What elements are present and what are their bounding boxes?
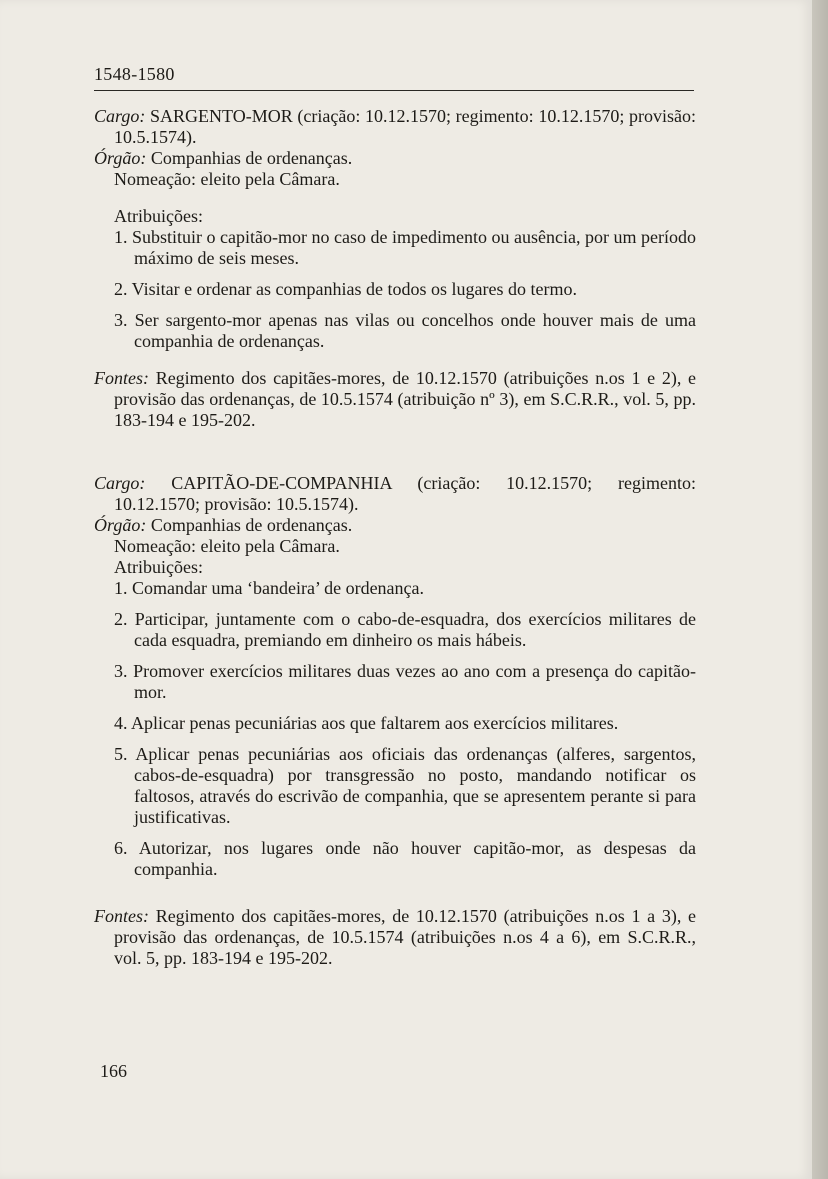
entry-capitao-de-companhia [94, 473, 696, 969]
orgao-label: Órgão: [94, 148, 147, 168]
atribuicoes-label: Atribuições: [114, 206, 203, 226]
orgao-text: Companhias de ordenanças. [150, 515, 353, 535]
page-number: 166 [100, 1061, 127, 1081]
running-header: 1548-1580 [94, 64, 175, 84]
list-item: 2. Visitar e ordenar as companhias de todos os lugares do termo. [114, 279, 577, 299]
fontes-label: Fontes: [94, 368, 149, 388]
orgao-line [94, 515, 696, 536]
cargo-line [94, 473, 696, 515]
page-body [94, 106, 696, 969]
orgao-label: Órgão: [94, 515, 147, 535]
fontes-label: Fontes: [94, 906, 149, 926]
orgao-text: Companhias de ordenanças. [150, 148, 353, 168]
entry-sargento-mor [94, 106, 696, 431]
fontes-text: Regimento dos capitães-mores, de 10.12.1570 (atribuições n.os 1 a 3), e provisão das ordenanças, de 10.5.1574 (atribuições n.os 4 a 6), em S.C.R.R., vol. 5, pp. 183-194 e 195-202. [114, 906, 697, 968]
list-item: 3. Promover exercícios militares duas vezes ao ano com a presença do capitão-mor. [114, 661, 696, 702]
list-item: 3. Ser sargento-mor apenas nas vilas ou concelhos onde houver mais de uma companhia de ordenanças. [114, 310, 696, 351]
cargo-text: CAPITÃO-DE-COMPANHIA (criação: 10.12.1570; regimento: 10.12.1570; provisão: 10.5.1574). [114, 473, 696, 514]
list-item: 2. Participar, juntamente com o cabo-de-esquadra, dos exercícios militares de cada esquadra, premiando em dinheiro os mais hábeis. [114, 609, 696, 650]
atribuicoes-label: Atribuições: [114, 557, 203, 577]
list-item: 4. Aplicar penas pecuniárias aos que faltarem aos exercícios militares. [114, 713, 619, 733]
page-edge [812, 0, 828, 1179]
header-rule [94, 90, 694, 91]
fontes-line [94, 906, 696, 969]
list-item: 6. Autorizar, nos lugares onde não houver capitão-mor, as despesas da companhia. [114, 838, 696, 879]
nomeacao-line: Nomeação: eleito pela Câmara. [114, 169, 340, 189]
list-item: 1. Substituir o capitão-mor no caso de impedimento ou ausência, por um período máximo de seis meses. [114, 227, 696, 268]
list-item: 1. Comandar uma ‘bandeira’ de ordenança. [114, 578, 425, 598]
cargo-line [94, 106, 696, 148]
cargo-label: Cargo: [94, 473, 146, 493]
fontes-text: Regimento dos capitães-mores, de 10.12.1570 (atribuições n.os 1 e 2), e provisão das ordenanças, de 10.5.1574 (atribuição nº 3), em S.C.R.R., vol. 5, pp. 183-194 e 195-202. [114, 368, 697, 430]
orgao-line [94, 148, 696, 169]
list-item: 5. Aplicar penas pecuniárias aos oficiais das ordenanças (alferes, sargentos, cabos-de-esquadra) por transgressão no posto, mandando notificar os faltosos, através do escrivão de companhia, que se apresentem perante si para justificativas. [114, 744, 696, 827]
nomeacao-line: Nomeação: eleito pela Câmara. [114, 536, 340, 556]
fontes-line [94, 368, 696, 431]
cargo-label: Cargo: [94, 106, 146, 126]
cargo-text: SARGENTO-MOR (criação: 10.12.1570; regimento: 10.12.1570; provisão: 10.5.1574). [114, 106, 697, 147]
